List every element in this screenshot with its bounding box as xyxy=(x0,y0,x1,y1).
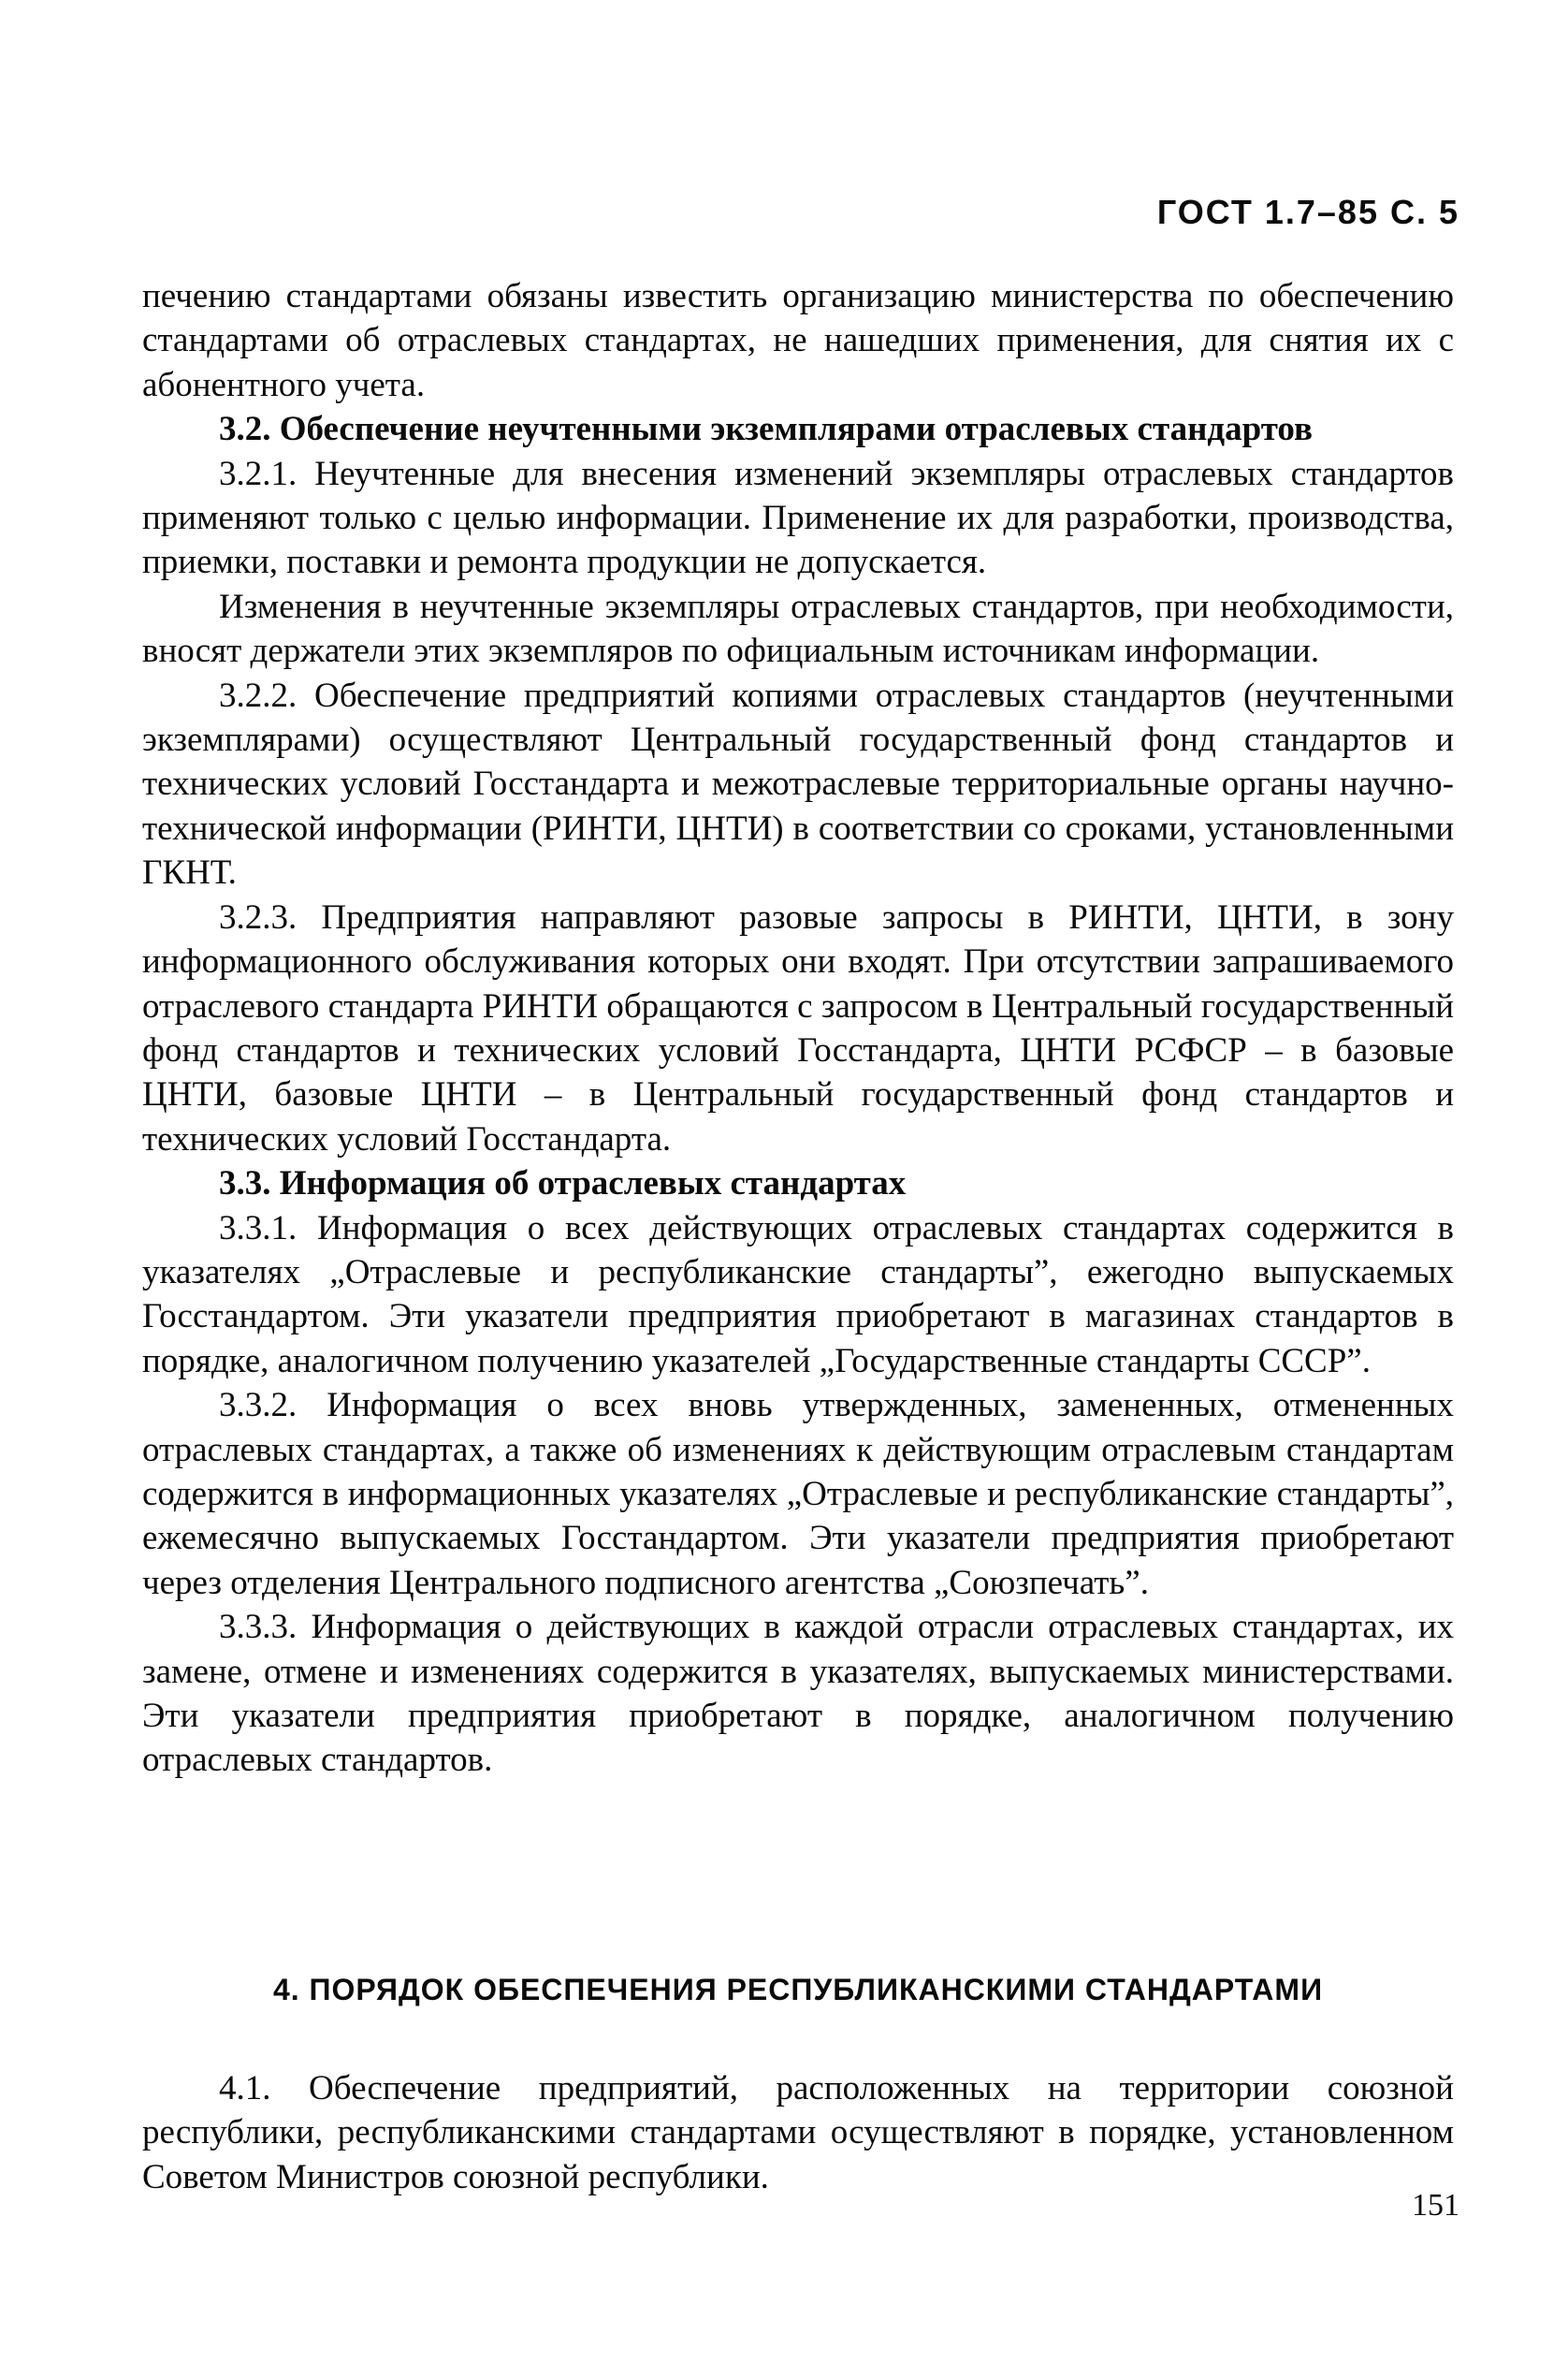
subsection-heading-3-2: 3.2. Обеспечение неучтенными экземплярами отраслевых стандартов xyxy=(219,410,1313,449)
paragraph-3-2-3: 3.2.3. Предприятия направляют разовые запросы в РИНТИ, ЦНТИ, в зону информационного обслуживания которых они входят. При отсутствии запрашиваемого отраслевого стандарта РИНТИ обращаются с запросом в Центральный государственный фонд стандартов и технических условий Госстандарта, ЦНТИ РСФСР – в базовые ЦНТИ, базовые ЦНТИ – в Центральный государственный фонд стандартов и технических условий Госстандарта. xyxy=(142,897,1454,1159)
page-number: 151 xyxy=(1412,2188,1459,2223)
paragraph-3-2-2: 3.2.2. Обеспечение предприятий копиями отраслевых стандартов (неучтенными экземплярами) осуществляют Центральный государственный фонд стандартов и технических условий Госстандарта и межотраслевые территориальные органы научно-технической информации (РИНТИ, ЦНТИ) в соответствии со сроками, установленными ГКНТ. xyxy=(142,676,1454,893)
paragraph-3-3-3: 3.3.3. Информация о действующих в каждой отрасли отраслевых стандартах, их замене, отмене и изменениях содержится в указателях, выпускаемых министерствами. Эти указатели предприятия приобретают в порядке, аналогичном получению отраслевых стандартов. xyxy=(142,1608,1454,1780)
paragraph-3-3-2: 3.3.2. Информация о всех вновь утвержденных, замененных, отмененных отраслевых стандартах, а также об изменениях к действующим отраслевым стандартам содержится в информационных указателях „Отраслевые и республиканские стандарты”, ежемесячно выпускаемых Госстандартом. Эти указатели предприятия приобретают через отделения Центрального подписного агентства „Союзпечать”. xyxy=(142,1386,1454,1602)
paragraph-changes: Изменения в неучтенные экземпляры отраслевых стандартов, при необходимости, вносят держатели этих экземпляров по официальным источникам информации. xyxy=(142,587,1454,671)
paragraph-3-3-1: 3.3.1. Информация о всех действующих отраслевых стандартах содержится в указателях „Отраслевые и республиканские стандарты”, ежегодно выпускаемых Госстандартом. Эти указатели предприятия приобретают в магазинах стандартов в порядке, аналогичном получению указателей „Государственные стандарты СССР”. xyxy=(142,1208,1454,1380)
running-header: ГОСТ 1.7–85 С. 5 xyxy=(1156,193,1459,231)
section-heading-4: 4. ПОРЯДОК ОБЕСПЕЧЕНИЯ РЕСПУБЛИКАНСКИМИ СТАНДАРТАМИ xyxy=(272,1973,1324,2006)
section-4-body xyxy=(142,2066,1454,2199)
paragraph-continuation: печению стандартами обязаны известить организацию министерства по обеспечению стандартами об отраслевых стандартах, не нашедших применения, для снятия их с абонентного учета. xyxy=(142,277,1454,404)
paragraph-3-2-1: 3.2.1. Неучтенные для внесения изменений экземпляры отраслевых стандартов применяют только с целью информации. Применение их для разработки, производства, приемки, поставки и ремонта продукции не допускается. xyxy=(142,454,1454,582)
subsection-heading-3-3: 3.3. Информация об отраслевых стандартах xyxy=(219,1164,907,1203)
paragraph-4-1: 4.1. Обеспечение предприятий, расположенных на территории союзной республики, республиканскими стандартами осуществляют в порядке, установленном Советом Министров союзной республики. xyxy=(142,2069,1454,2196)
section-3-body xyxy=(142,274,1454,1783)
